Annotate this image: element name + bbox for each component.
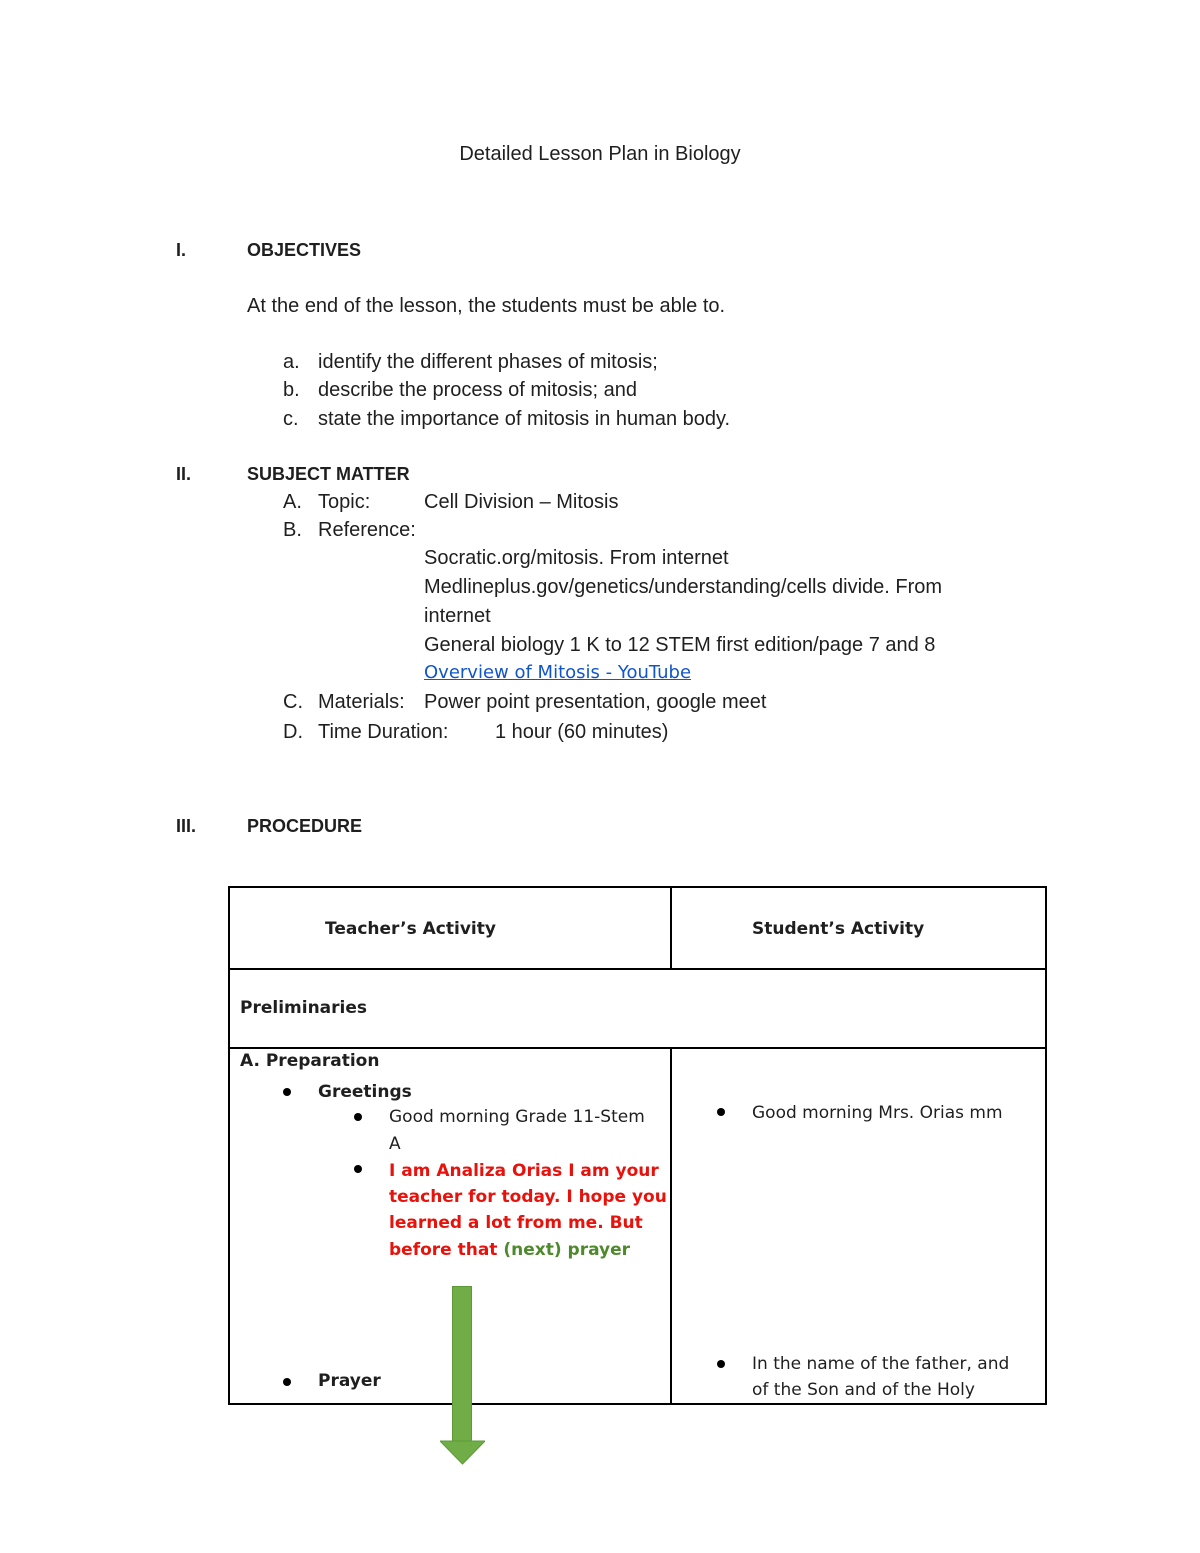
preparation-label: A. Preparation: [240, 1051, 380, 1071]
reference-letter: B.: [283, 519, 302, 541]
objective-letter-b: b.: [283, 379, 300, 401]
materials-letter: C.: [283, 691, 303, 713]
objective-letter-c: c.: [283, 408, 299, 430]
header-student-activity: Student’s Activity: [752, 919, 925, 939]
student-prayer-line: of the Son and of the Holy: [752, 1380, 975, 1400]
down-arrow-icon: [440, 1440, 485, 1465]
table-column-divider: [670, 888, 672, 968]
objective-item-b: describe the process of mitosis; and: [318, 379, 638, 401]
youtube-link[interactable]: Overview of Mitosis - YouTube: [424, 662, 692, 683]
teacher-greeting-line: A: [389, 1134, 401, 1154]
materials-value: Power point presentation, google meet: [424, 691, 767, 713]
subject-numeral: II.: [176, 464, 192, 484]
greetings-label: Greetings: [318, 1082, 412, 1102]
student-greeting: Good morning Mrs. Orias mm: [752, 1103, 1003, 1123]
objectives-heading: OBJECTIVES: [247, 240, 362, 260]
table-rule: [230, 968, 1045, 970]
header-teacher-activity: Teacher’s Activity: [325, 919, 496, 939]
reference-line: internet: [424, 605, 491, 627]
table-column-divider: [670, 1047, 672, 1403]
teacher-intro-line: teacher for today. I hope you: [389, 1187, 667, 1207]
teacher-intro-line: learned a lot from me. But: [389, 1213, 643, 1233]
teacher-intro-last-line: [389, 1237, 630, 1263]
bullet-icon: [354, 1165, 362, 1173]
student-prayer-line: In the name of the father, and: [752, 1354, 1010, 1374]
teacher-intro-line: I am Analiza Orias I am your: [389, 1161, 659, 1181]
objective-item-c: state the importance of mitosis in human body.: [318, 408, 731, 430]
objectives-intro: At the end of the lesson, the students must be able to.: [247, 295, 726, 317]
procedure-heading: PROCEDURE: [247, 816, 363, 836]
materials-label: Materials:: [318, 691, 405, 713]
procedure-table: [228, 886, 1047, 1405]
subject-heading: SUBJECT MATTER: [247, 464, 410, 484]
down-arrow-shaft: [452, 1286, 472, 1444]
teacher-greeting-line: Good morning Grade 11-Stem: [389, 1107, 645, 1127]
objective-letter-a: a.: [283, 351, 300, 373]
reference-line: Socratic.org/mitosis. From internet: [424, 547, 729, 569]
time-value: 1 hour (60 minutes): [495, 721, 669, 743]
teacher-intro-line: before that: [389, 1240, 504, 1260]
prayer-label: Prayer: [318, 1371, 381, 1391]
topic-letter: A.: [283, 491, 302, 513]
bullet-icon: [283, 1088, 291, 1096]
topic-label: Topic:: [318, 491, 371, 513]
reference-label: Reference:: [318, 519, 416, 541]
document-title: Detailed Lesson Plan in Biology: [459, 143, 741, 165]
objective-item-a: identify the different phases of mitosis;: [318, 351, 658, 373]
time-letter: D.: [283, 721, 303, 743]
topic-value: Cell Division – Mitosis: [424, 491, 619, 513]
reference-line: Medlineplus.gov/genetics/understanding/cells divide. From: [424, 576, 943, 598]
bullet-icon: [354, 1113, 362, 1121]
bullet-icon: [717, 1360, 725, 1368]
next-prayer-note: (next) prayer: [503, 1240, 631, 1260]
objectives-numeral: I.: [176, 240, 187, 260]
bullet-icon: [283, 1378, 291, 1386]
time-label: Time Duration:: [318, 721, 449, 743]
bullet-icon: [717, 1108, 725, 1116]
procedure-numeral: III.: [176, 816, 197, 836]
preliminaries-label: Preliminaries: [240, 998, 368, 1018]
reference-line: General biology 1 K to 12 STEM first edition/page 7 and 8: [424, 634, 936, 656]
